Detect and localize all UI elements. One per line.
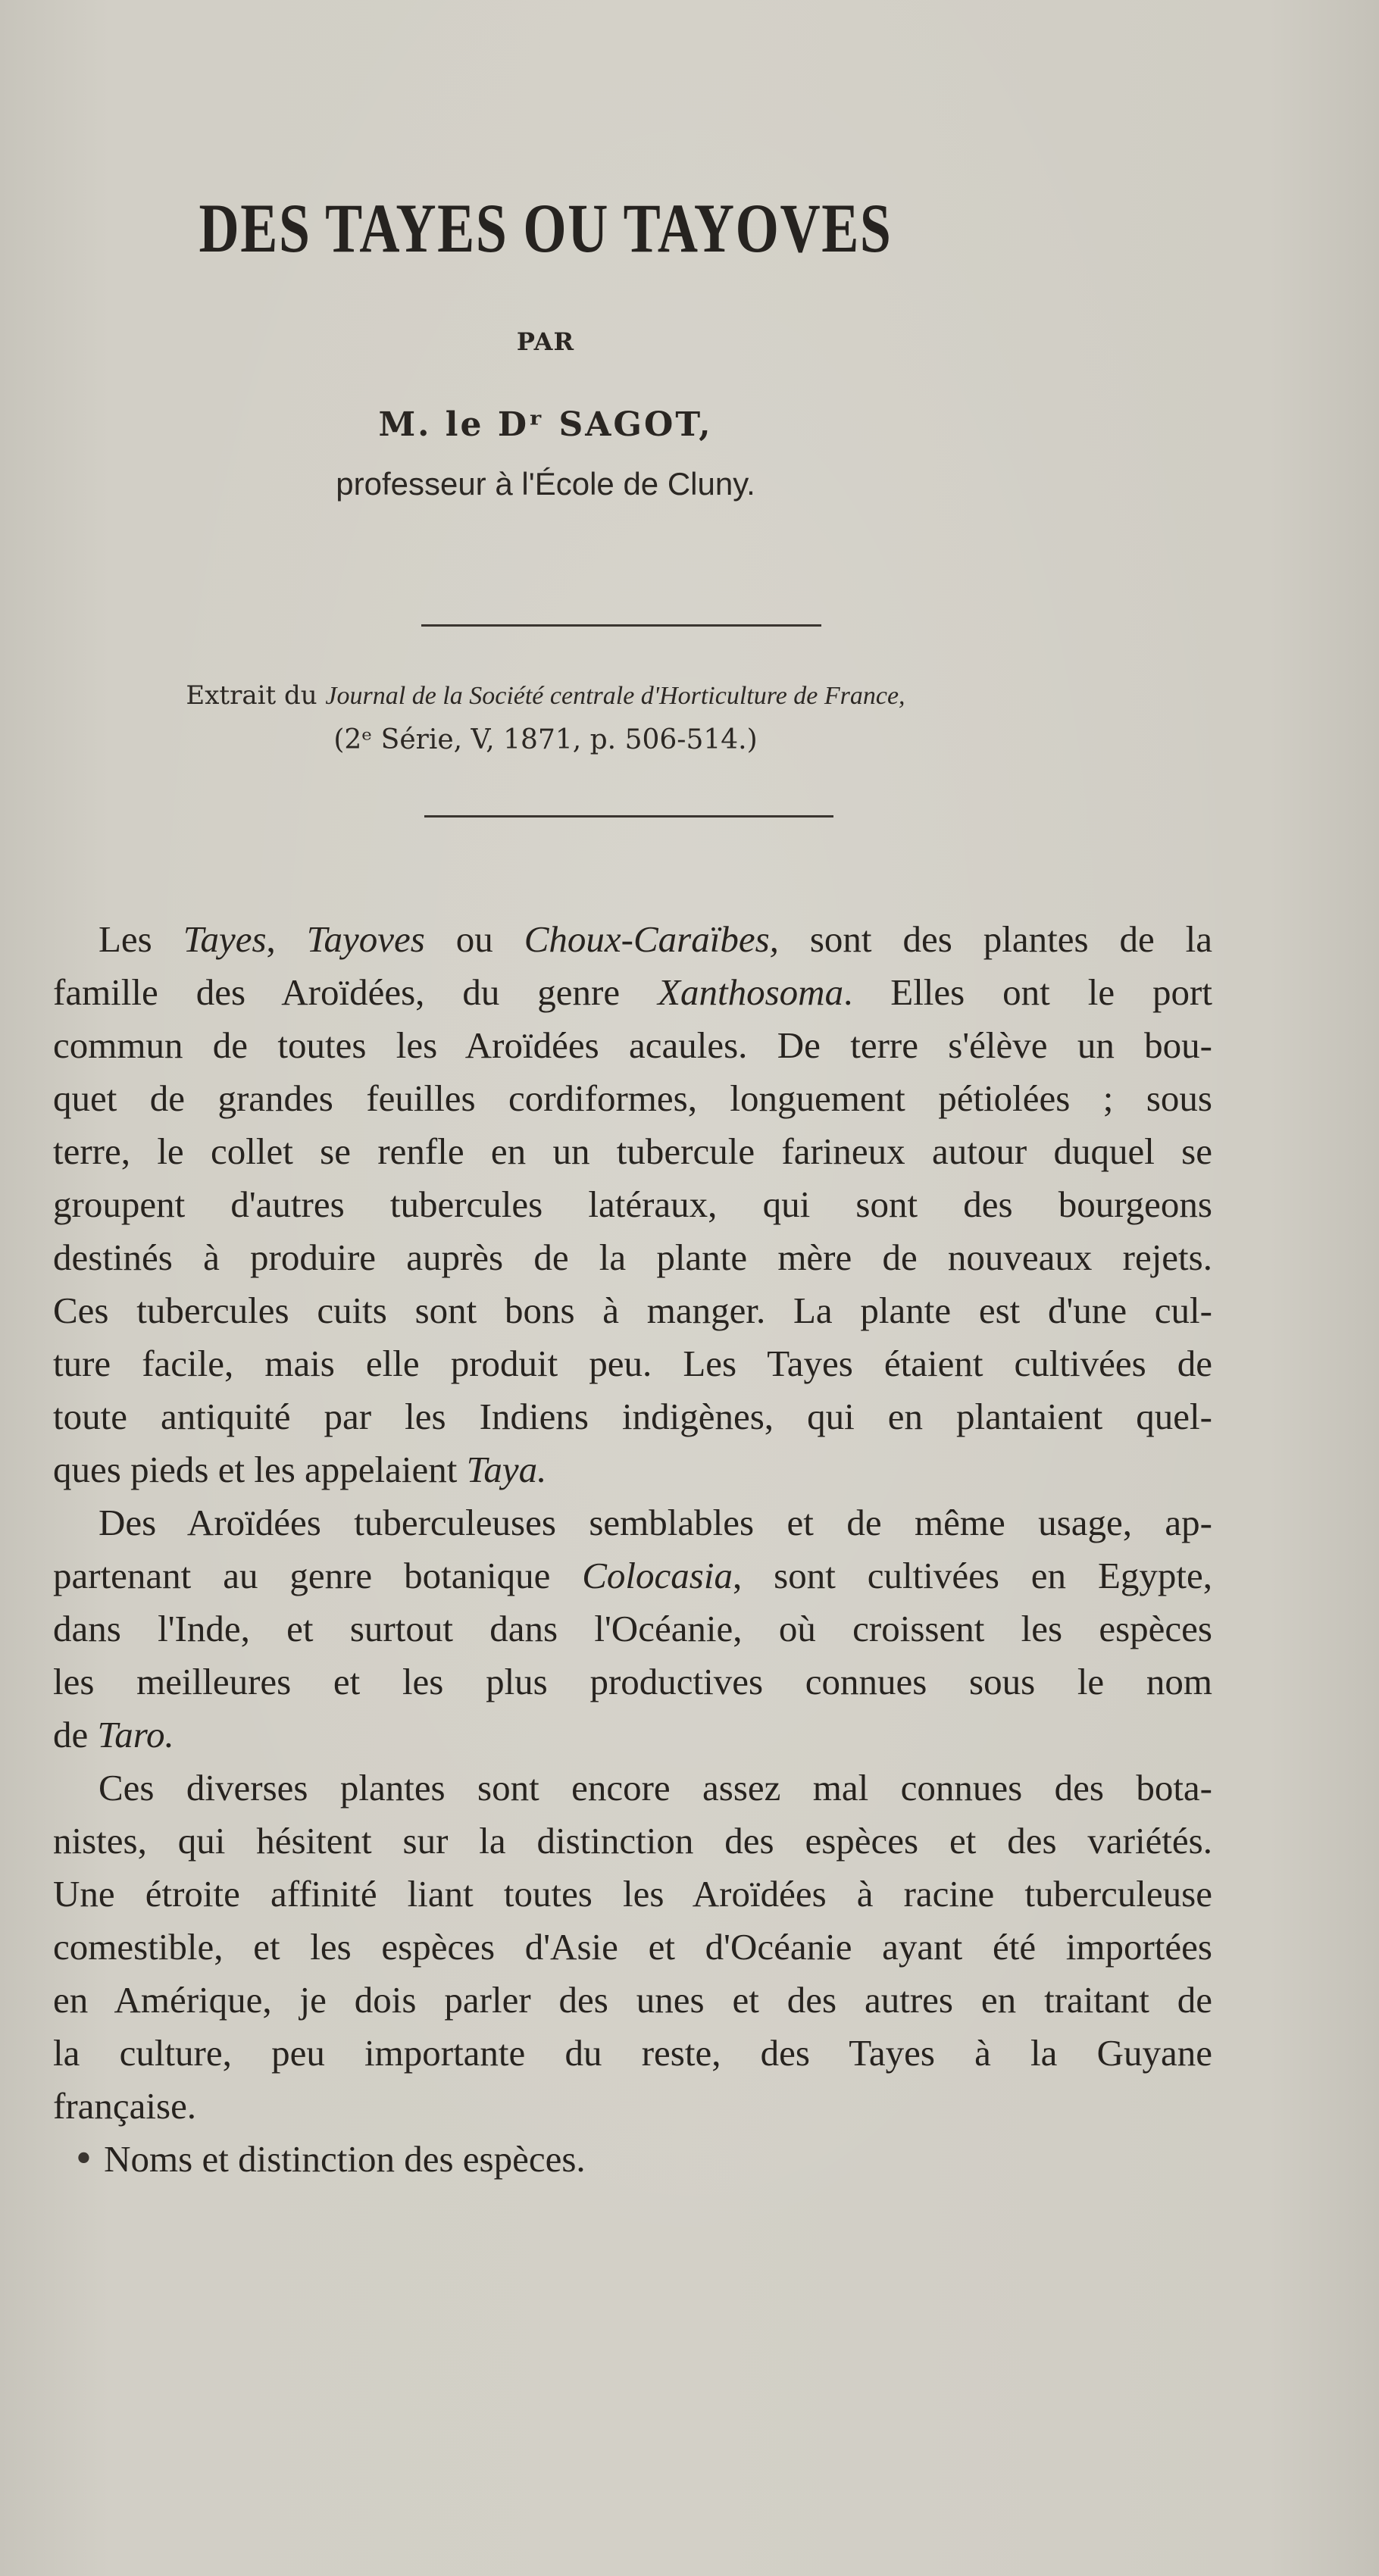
divider-top bbox=[421, 624, 821, 627]
extract-prefix: Extrait du bbox=[186, 680, 317, 711]
p1-line-2: famille des Aroïdées, du genre Xanthosoma. Elles ont le port bbox=[53, 971, 1212, 1013]
p1-line-1: Les Tayes, Tayoves ou Choux-Caraïbes, sont des plantes de la bbox=[98, 918, 1213, 960]
p2-line-5: de Taro. bbox=[53, 1714, 174, 1755]
p1-line-3: commun de toutes les Aroïdées acaules. De terre s'élève un bou- bbox=[53, 1024, 1212, 1066]
p1-line-5: terre, le collet se renfle en un tubercule farineux autour duquel se bbox=[53, 1130, 1212, 1172]
extract-journal: Journal de la Société centrale d'Horticulture de France, bbox=[325, 682, 905, 710]
p1-line-6: groupent d'autres tubercules latéraux, qui sont des bourgeons bbox=[53, 1183, 1212, 1225]
article-title: DES TAYES OU TAYOVES bbox=[199, 189, 893, 267]
author-affiliation: professeur à l'École de Cluny. bbox=[336, 466, 755, 502]
p2-line-3: dans l'Inde, et surtout dans l'Océanie, où croissent les espèces bbox=[53, 1608, 1212, 1649]
p3-line-7: française. bbox=[53, 2085, 197, 2127]
p2-line-4: les meilleures et les plus productives connues sous le nom bbox=[53, 1661, 1212, 1702]
p3-line-2: nistes, qui hésitent sur la distinction des espèces et des variétés. bbox=[53, 1820, 1212, 1862]
extract-details: (2ᵉ Série, V, 1871, p. 506-514.) bbox=[333, 724, 758, 755]
p1-line-4: quet de grandes feuilles cordiformes, longuement pétiolées ; sous bbox=[53, 1077, 1212, 1119]
p2-line-1: Des Aroïdées tuberculeuses semblables et de même usage, ap- bbox=[98, 1502, 1212, 1543]
author-name: M. le Dʳ SAGOT, bbox=[378, 405, 713, 444]
p1-line-10: toute antiquité par les Indiens indigènes, qui en plantaient quel- bbox=[53, 1396, 1212, 1437]
section-heading: • Noms et distinction des espèces. bbox=[73, 2137, 586, 2181]
p1-line-7: destinés à produire auprès de la plante mère de nouveaux rejets. bbox=[53, 1236, 1212, 1278]
p3-line-1: Ces diverses plantes sont encore assez mal connues des bota- bbox=[98, 1767, 1212, 1809]
section-bullet-icon: • bbox=[73, 2137, 95, 2181]
p1-line-9: ture facile, mais elle produit peu. Les Tayes étaient cultivées de bbox=[53, 1343, 1212, 1384]
p3-line-6: la culture, peu importante du reste, des Tayes à la Guyane bbox=[53, 2032, 1212, 2074]
p1-line-11: ques pieds et les appelaient Taya. bbox=[53, 1449, 547, 1490]
byline-par: PAR bbox=[516, 327, 575, 356]
p2-line-2: partenant au genre botanique Colocasia, sont cultivées en Egypte, bbox=[53, 1555, 1212, 1596]
p1-line-8: Ces tubercules cuits sont bons à manger. La plante est d'une cul- bbox=[53, 1290, 1212, 1331]
divider-bottom bbox=[424, 815, 833, 818]
p3-line-5: en Amérique, je dois parler des unes et des autres en traitant de bbox=[53, 1979, 1212, 2021]
p3-line-4: comestible, et les espèces d'Asie et d'Océanie ayant été importées bbox=[53, 1926, 1212, 1968]
p3-line-3: Une étroite affinité liant toutes les Aroïdées à racine tuberculeuse bbox=[53, 1873, 1212, 1915]
extract-source bbox=[0, 680, 1091, 711]
